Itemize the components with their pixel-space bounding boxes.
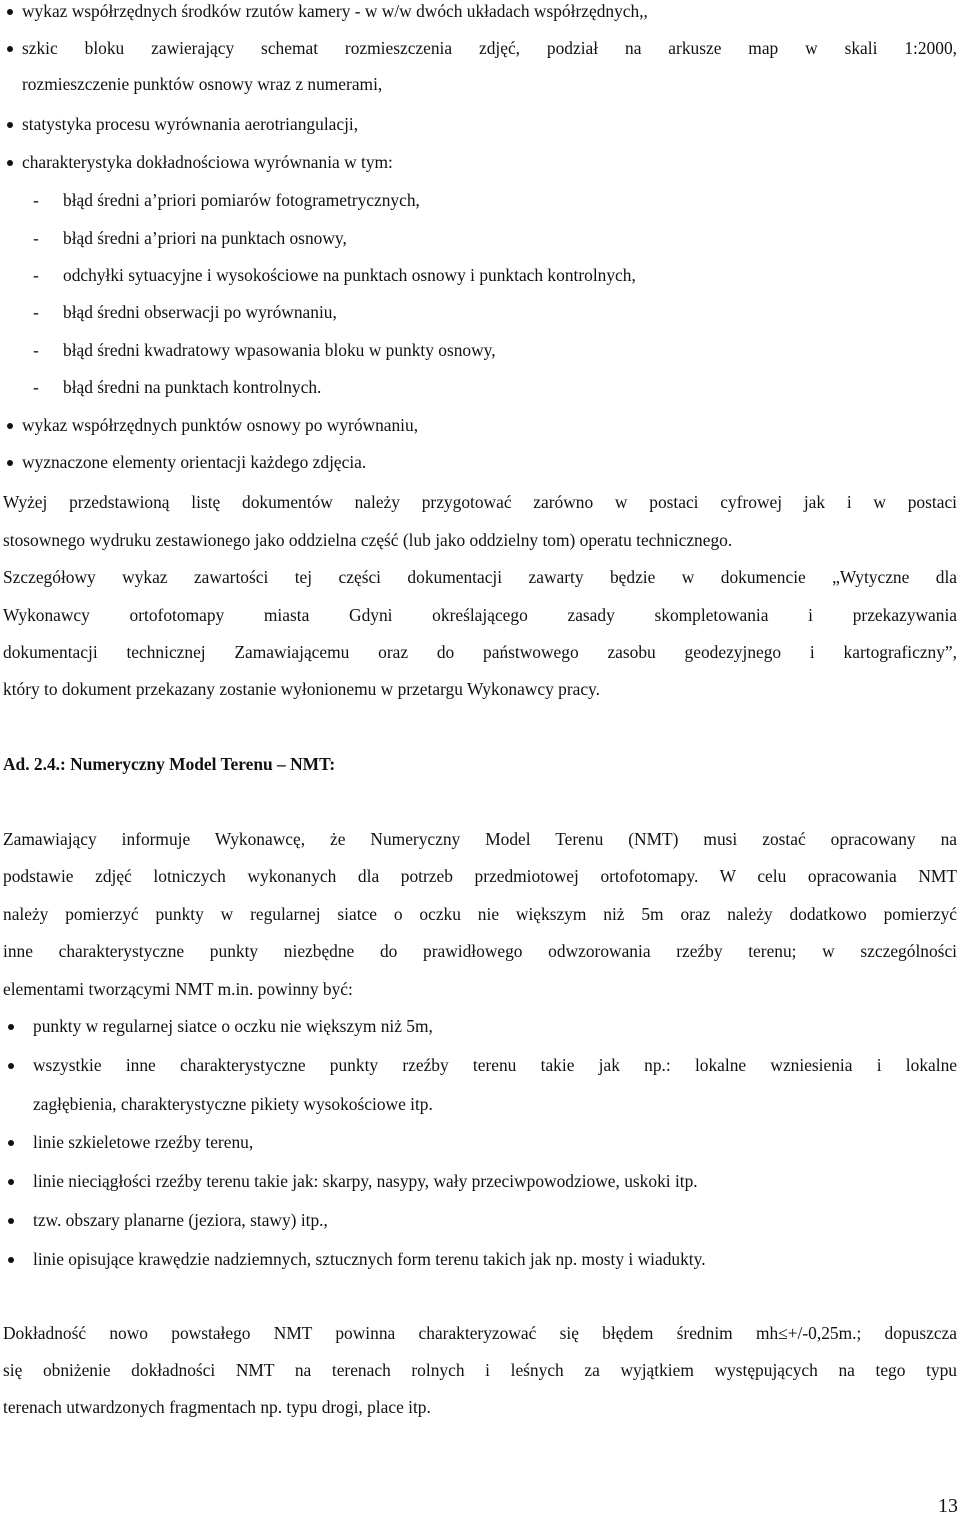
sub-list-item: błąd średni a’priori pomiarów fotogrametrycznych, — [63, 190, 420, 210]
bullet-icon — [8, 1140, 14, 1146]
list-item: punkty w regularnej siatce o oczku nie większym niż 5m, — [33, 1016, 433, 1036]
dash-marker: - — [33, 265, 39, 285]
sub-list-item: błąd średni kwadratowy wpasowania bloku w punkty osnowy, — [63, 340, 496, 360]
bullet-icon — [8, 1024, 14, 1030]
bullet-icon — [8, 1257, 14, 1263]
list-item: tzw. obszary planarne (jeziora, stawy) itp., — [33, 1210, 328, 1230]
list-item: statystyka procesu wyrównania aerotriangulacji, — [22, 114, 359, 134]
list-item: linie opisujące krawędzie nadziemnych, sztucznych form terenu takich jak np. mosty i wiadukty. — [33, 1249, 706, 1269]
dash-marker: - — [33, 190, 39, 210]
list-item: wyznaczone elementy orientacji każdego zdjęcia. — [22, 452, 367, 472]
paragraph-line: elementami tworzącymi NMT m.in. powinny być: — [3, 979, 353, 999]
sub-list-item: odchyłki sytuacyjne i wysokościowe na punktach osnowy i punktach kontrolnych, — [63, 265, 636, 285]
paragraph-line: dokumentacji technicznej Zamawiającemu oraz do państwowego zasobu geodezyjnego i kartograficzny”, — [3, 642, 957, 662]
paragraph-line: się obniżenie dokładności NMT na terenach rolnych i leśnych za wyjątkiem występujących na tego typu — [3, 1360, 957, 1380]
list-item: wszystkie inne charakterystyczne punkty rzeźby terenu takie jak np.: lokalne wzniesienia i lokalne — [33, 1055, 957, 1075]
list-item: wykaz współrzędnych środków rzutów kamery - w w/w dwóch układach współrzędnych,, — [22, 1, 648, 21]
list-item-continuation: zagłębienia, charakterystyczne pikiety wysokościowe itp. — [33, 1094, 433, 1114]
paragraph-line: terenach utwardzonych fragmentach np. typu drogi, place itp. — [3, 1397, 431, 1417]
sub-list-item: błąd średni obserwacji po wyrównaniu, — [63, 302, 337, 322]
bullet-icon — [7, 122, 13, 128]
paragraph-line: inne charakterystyczne punkty niezbędne do prawidłowego odwzorowania rzeźby terenu; w szczególności — [3, 941, 957, 961]
bullet-icon — [7, 460, 13, 466]
bullet-icon — [7, 46, 13, 52]
paragraph-line: Dokładność nowo powstałego NMT powinna charakteryzować się błędem średnim mh≤+/-0,25m.; dopuszcza — [3, 1323, 957, 1343]
bullet-icon — [8, 1218, 14, 1224]
bullet-icon — [7, 9, 13, 15]
section-heading: Ad. 2.4.: Numeryczny Model Terenu – NMT: — [3, 754, 336, 774]
bullet-icon — [8, 1063, 14, 1069]
paragraph-line: podstawie zdjęć lotniczych wykonanych dla potrzeb przedmiotowej ortofotomapy. W celu opracowania NMT — [3, 866, 957, 886]
paragraph-line: Zamawiający informuje Wykonawcę, że Numeryczny Model Terenu (NMT) musi zostać opracowany na — [3, 829, 957, 849]
list-item-continuation: rozmieszczenie punktów osnowy wraz z numerami, — [22, 74, 383, 94]
paragraph-line: stosownego wydruku zestawionego jako oddzielna część (lub jako oddzielny tom) operatu technicznego. — [3, 530, 733, 550]
page-number: 13 — [938, 1495, 958, 1517]
paragraph-line: który to dokument przekazany zostanie wyłonionemu w przetargu Wykonawcy pracy. — [3, 679, 600, 699]
dash-marker: - — [33, 302, 39, 322]
list-item: wykaz współrzędnych punktów osnowy po wyrównaniu, — [22, 415, 419, 435]
dash-marker: - — [33, 228, 39, 248]
paragraph-line: Szczegółowy wykaz zawartości tej części dokumentacji zawarty będzie w dokumencie „Wytyczne dla — [3, 567, 957, 587]
sub-list-item: błąd średni a’priori na punktach osnowy, — [63, 228, 347, 248]
paragraph-line: należy pomierzyć punkty w regularnej siatce o oczku nie większym niż 5m oraz należy dodatkowo pomierzyć — [3, 904, 957, 924]
bullet-icon — [7, 160, 13, 166]
list-item: charakterystyka dokładnościowa wyrównania w tym: — [22, 152, 393, 172]
paragraph-line: Wykonawcy ortofotomapy miasta Gdyni określającego zasady skompletowania i przekazywania — [3, 605, 957, 625]
dash-marker: - — [33, 377, 39, 397]
bullet-icon — [8, 1179, 14, 1185]
paragraph-line: Wyżej przedstawioną listę dokumentów należy przygotować zarówno w postaci cyfrowej jak i w postaci — [3, 492, 957, 512]
bullet-icon — [7, 423, 13, 429]
list-item: szkic bloku zawierający schemat rozmieszczenia zdjęć, podział na arkusze map w skali 1:2000, — [22, 38, 957, 58]
list-item: linie szkieletowe rzeźby terenu, — [33, 1132, 254, 1152]
sub-list-item: błąd średni na punktach kontrolnych. — [63, 377, 322, 397]
dash-marker: - — [33, 340, 39, 360]
list-item: linie nieciągłości rzeźby terenu takie jak: skarpy, nasypy, wały przeciwpowodziowe, uskoki itp. — [33, 1171, 698, 1191]
